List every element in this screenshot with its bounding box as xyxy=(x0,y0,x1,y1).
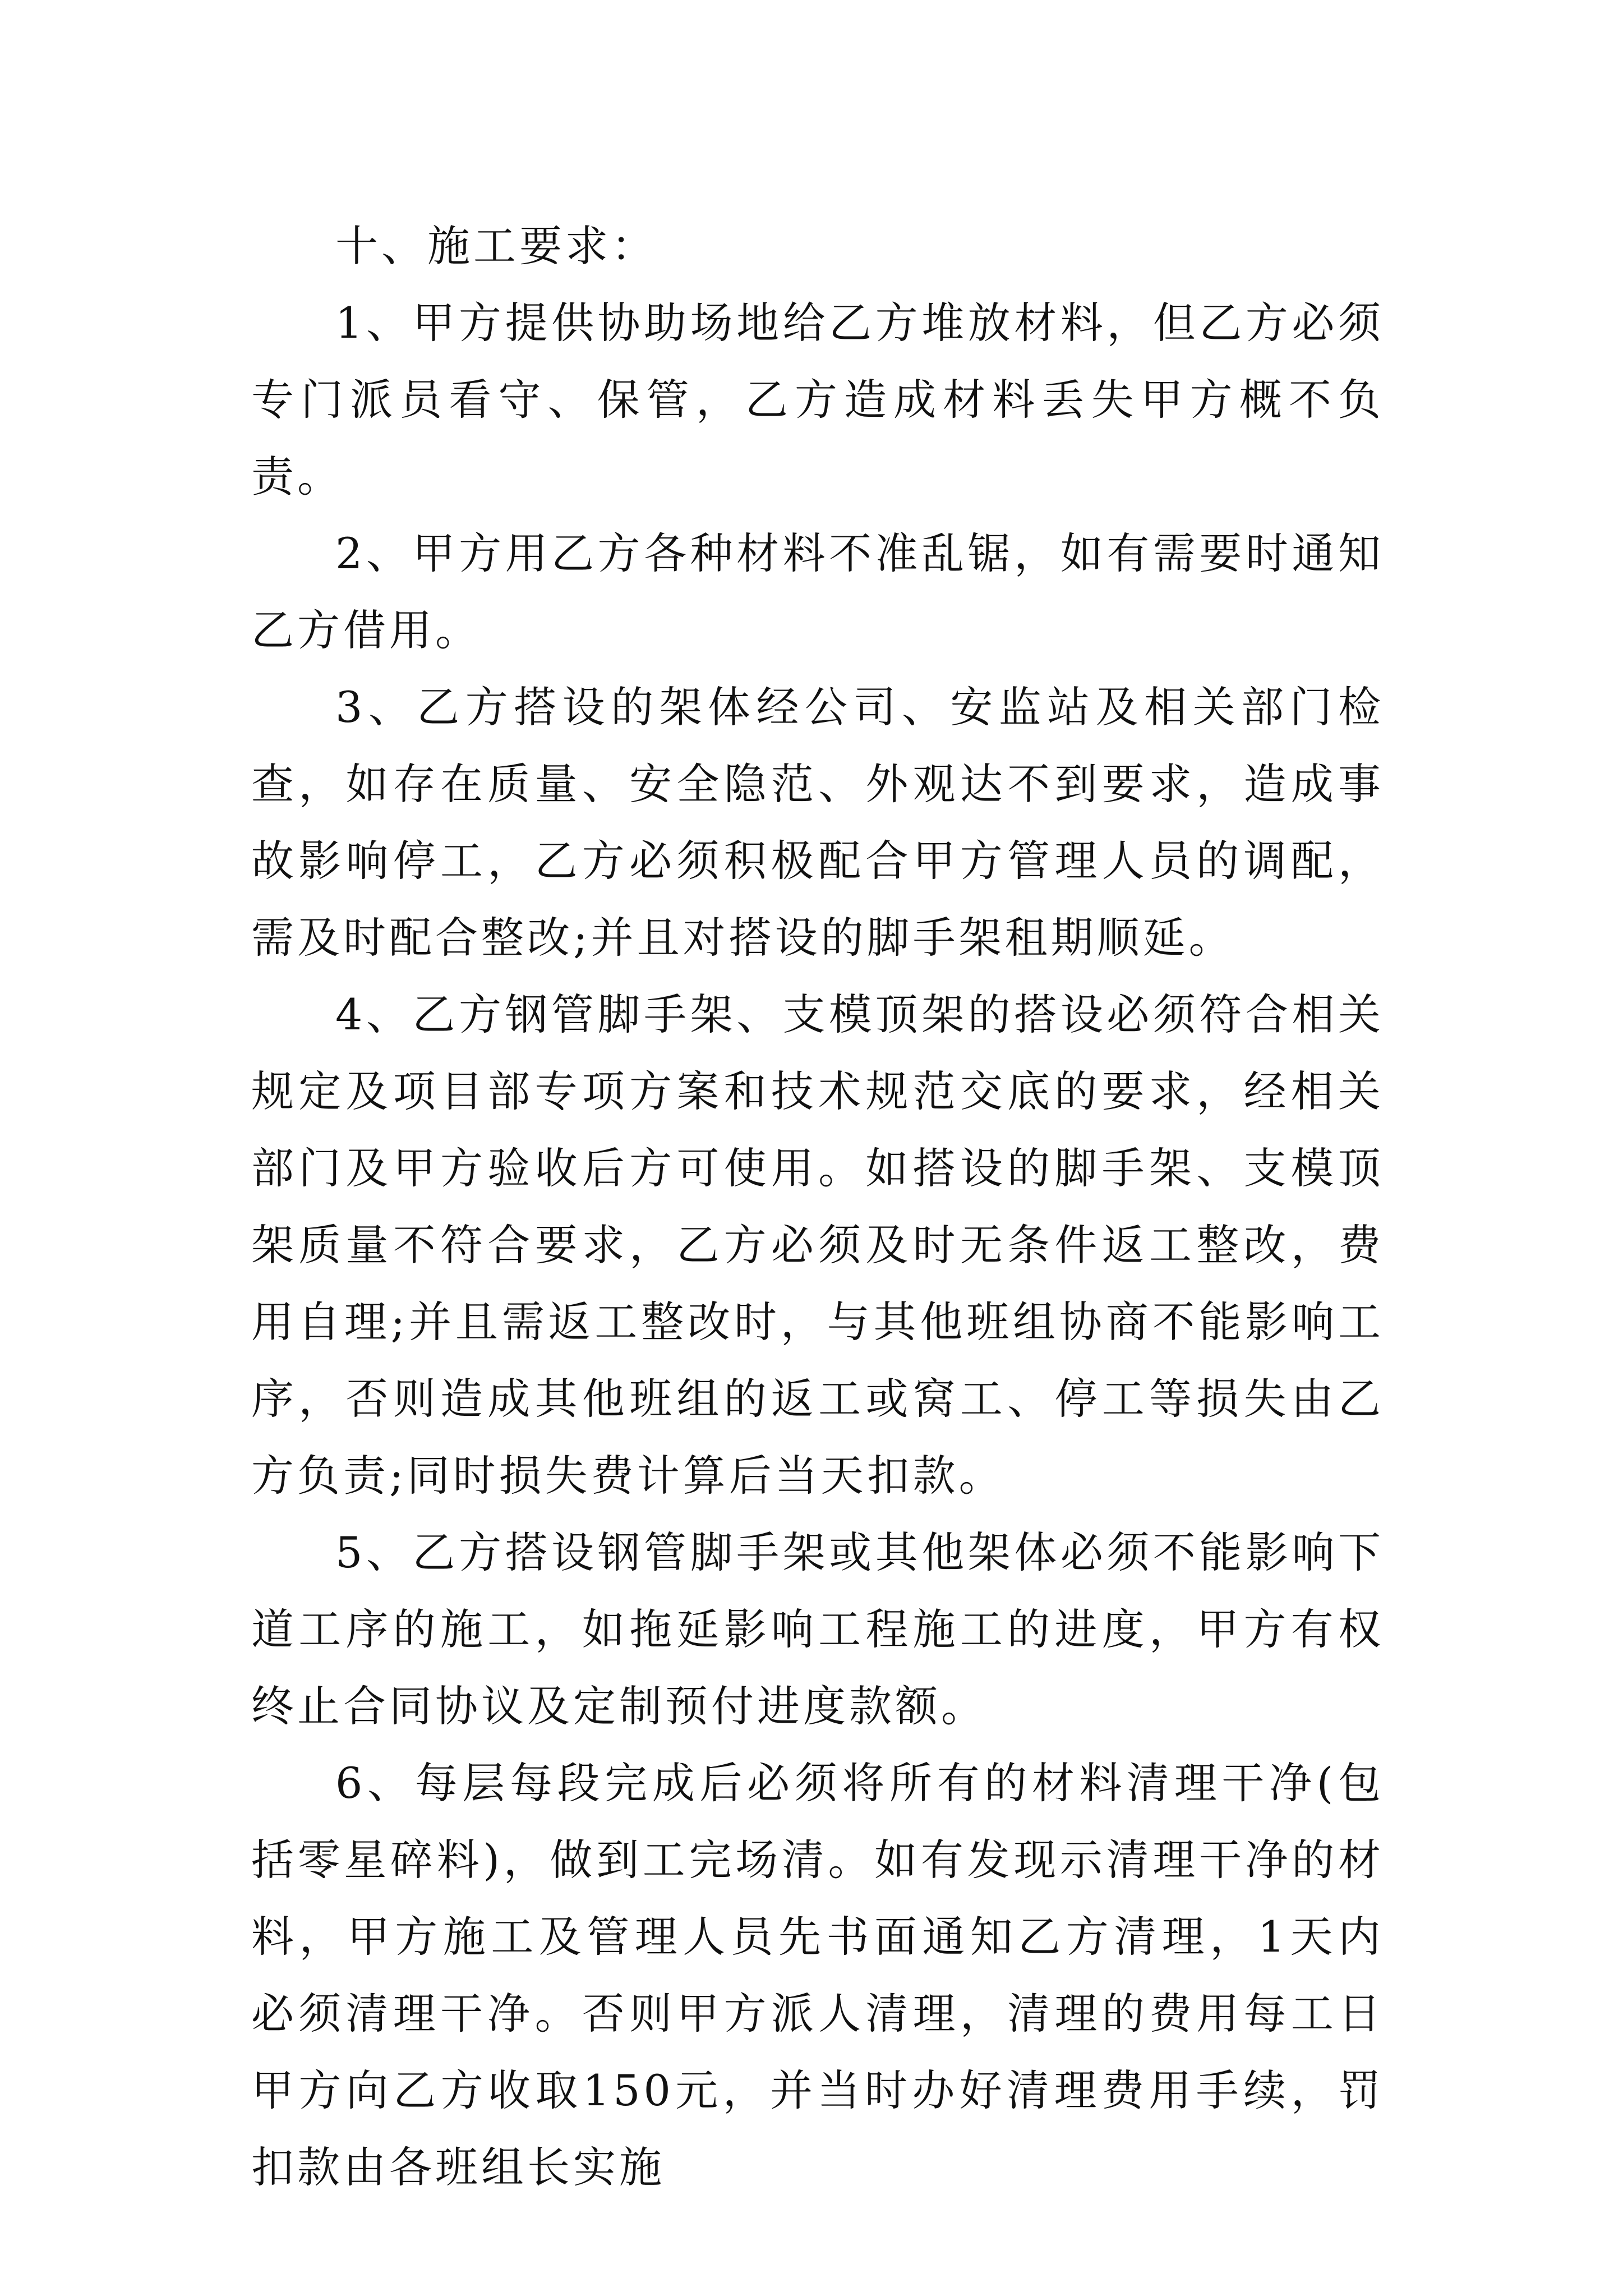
requirement-item-6: 6、每层每段完成后必须将所有的材料清理干净(包括零星碎料)，做到工完场清。如有发现示清理干净的材料，甲方施工及管理人员先书面通知乙方清理，1天内必须清理干净。否则甲方派人清理，清理的费用每工日甲方向乙方收取150元，并当时办好清理费用手续，罚扣款由各班组长实施 xyxy=(251,1758,1384,2192)
requirement-item-1: 1、甲方提供协助场地给乙方堆放材料，但乙方必须专门派员看守、保管，乙方造成材料丢失甲方概不负责。 xyxy=(251,298,1384,501)
requirement-item-3: 3、乙方搭设的架体经公司、安监站及相关部门检查，如存在质量、安全隐范、外观达不到要求，造成事故影响停工，乙方必须积极配合甲方管理人员的调配，需及时配合整改;并且对搭设的脚手架租期顺延。 xyxy=(251,682,1384,963)
requirement-item-2: 2、甲方用乙方各种材料不准乱锯，如有需要时通知乙方借用。 xyxy=(251,528,1384,655)
requirement-item-4: 4、乙方钢管脚手架、支模顶架的搭设必须符合相关规定及项目部专项方案和技术规范交底的要求，经相关部门及甲方验收后方可使用。如搭设的脚手架、支模顶架质量不符合要求，乙方必须及时无条件返工整改，费用自理;并且需返工整改时，与其他班组协商不能影响工序，否则造成其他班组的返工或窝工、停工等损失由乙方负责;同时损失费计算后当天扣款。 xyxy=(251,990,1384,1501)
section-heading: 十、施工要求： xyxy=(335,221,657,271)
document-body xyxy=(251,208,1384,2206)
requirement-item-5: 5、乙方搭设钢管脚手架或其他架体必须不能影响下道工序的施工，如拖延影响工程施工的进度，甲方有权终止合同协议及定制预付进度款额。 xyxy=(251,1527,1384,1731)
